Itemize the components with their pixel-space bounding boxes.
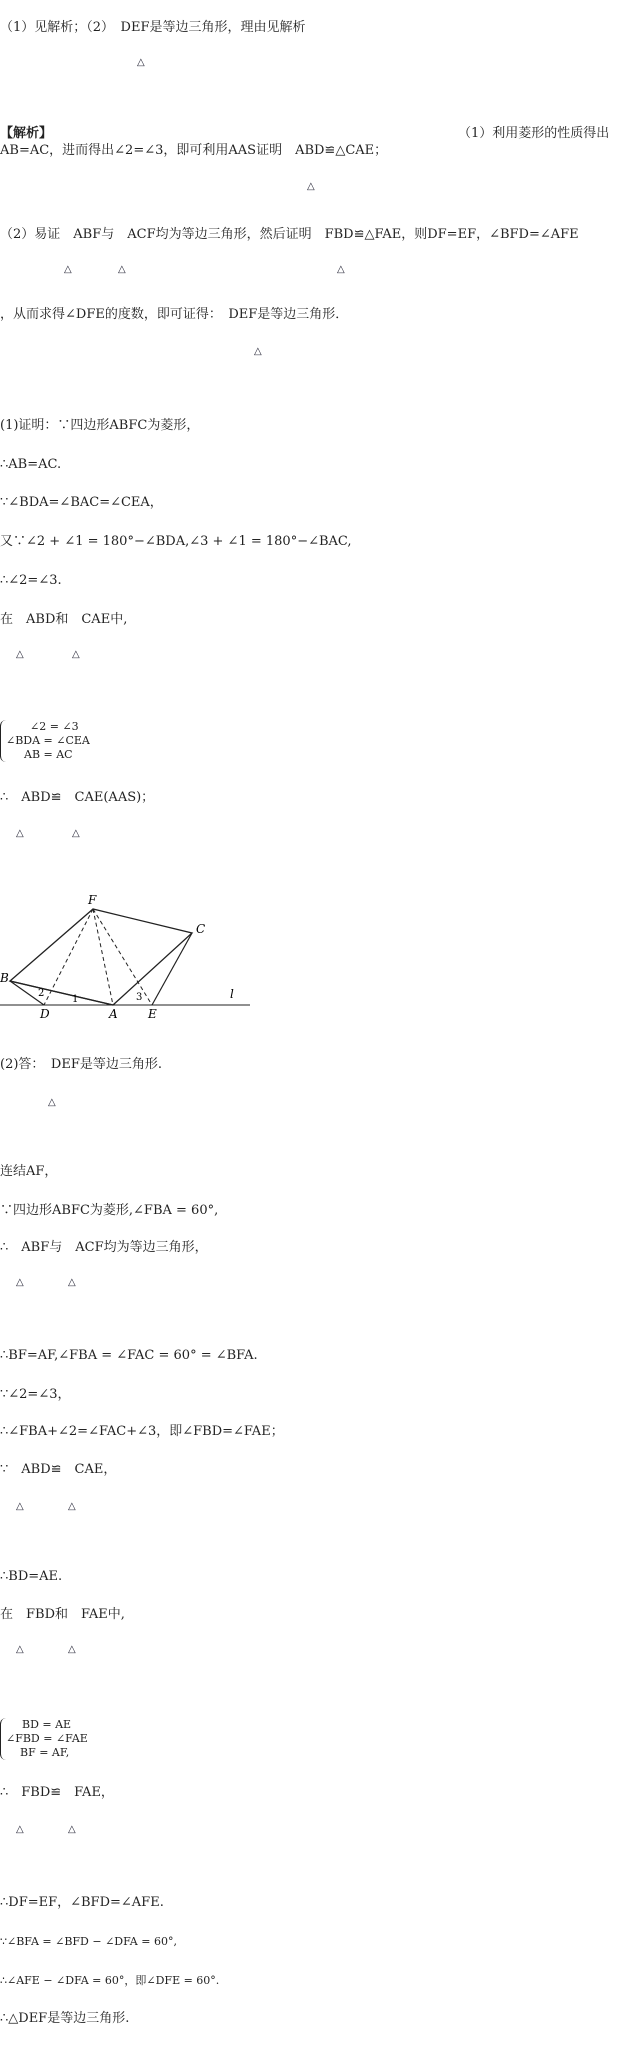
proof2-line-5: ∵∠2=∠3， [0, 1387, 71, 1402]
system-line: ∠BDA = ∠CEA [6, 734, 90, 747]
triangle-symbol: △ [16, 1644, 24, 1655]
proof2-line-3: ∴ ABF与 ACF均为等边三角形， [0, 1240, 208, 1255]
triangle-symbol: △ [16, 1501, 24, 1512]
analysis-line-1: AB=AC，进而得出∠2=∠3，即可利用AAS证明 ABD≌△CAE； [0, 143, 388, 158]
label-D: D [40, 1007, 50, 1020]
system-line: BF = AF, [20, 1746, 70, 1759]
label-F: F [88, 893, 97, 907]
proof2-line-12: ∵∠BFA = ∠BFD − ∠DFA = 60°, [0, 1935, 177, 1948]
label-A: A [109, 1007, 118, 1020]
proof2-line-8: ∴BD=AE. [0, 1569, 63, 1584]
proof2-line-1: 连结AF， [0, 1164, 58, 1179]
angle-label-3: 3 [136, 992, 143, 1003]
proof-line-1: (1)证明：∵四边形ABFC为菱形， [0, 418, 200, 433]
label-E: E [148, 1007, 157, 1020]
triangle-symbol: △ [118, 264, 126, 275]
answer-line: （1）见解析；（2） DEF是等边三角形，理由见解析 [0, 20, 306, 35]
system-line: ∠2 = ∠3 [30, 720, 79, 733]
segment-BA [10, 981, 113, 1005]
triangle-symbol: △ [307, 181, 315, 192]
proof-line-3: ∵∠BDA=∠BAC=∠CEA， [0, 495, 163, 510]
triangle-symbol: △ [254, 346, 262, 357]
triangle-symbol: △ [137, 57, 145, 68]
triangle-symbol: △ [337, 264, 345, 275]
triangle-symbol: △ [68, 1644, 76, 1655]
system-line: ∠FBD = ∠FAE [6, 1732, 88, 1745]
system-line: BD = AE [22, 1718, 72, 1731]
proof2-line-11: ∴DF=EF，∠BFD=∠AFE. [0, 1895, 164, 1910]
proof2-line-4: ∴BF=AF,∠FBA = ∠FAC = 60° = ∠BFA. [0, 1348, 258, 1363]
geometry-figure [0, 890, 260, 1020]
proof2-line-6: ∴∠FBA+∠2=∠FAC+∠3，即∠FBD=∠FAE； [0, 1424, 284, 1439]
label-C: C [196, 922, 206, 936]
analysis-intro: （1）利用菱形的性质得出 [458, 126, 610, 141]
triangle-symbol: △ [16, 1824, 24, 1835]
triangle-symbol: △ [68, 1824, 76, 1835]
proof2-line-10: ∴ FBD≌ FAE， [0, 1785, 114, 1800]
triangle-symbol: △ [16, 828, 24, 839]
analysis-line-3: ，从而求得∠DFE的度数，即可证得： DEF是等边三角形． [0, 307, 349, 322]
segment-FA [93, 909, 113, 1005]
angle-label-1: 1 [72, 994, 79, 1005]
proof-conclusion: ∴ ABD≌ CAE(AAS)； [0, 790, 155, 805]
segment-CE [152, 933, 192, 1005]
proof2-line-9: 在 FBD和 FAE中, [0, 1607, 125, 1622]
triangle-symbol: △ [68, 1501, 76, 1512]
analysis-heading: 【解析】 [0, 126, 53, 141]
triangle-symbol: △ [48, 1097, 56, 1108]
system-line: AB = AC [24, 748, 73, 761]
label-l: l [230, 987, 234, 1001]
triangle-symbol: △ [64, 264, 72, 275]
segment-FD [44, 909, 93, 1005]
triangle-symbol: △ [72, 828, 80, 839]
analysis-line-2: （2）易证 ABF与 ACF均为等边三角形，然后证明 FBD≌△FAE，则DF=EF，∠BFD=∠AFE [0, 227, 579, 242]
proof-line-6: 在 ABD和 CAE中, [0, 612, 128, 627]
proof2-line-2: ∵四边形ABFC为菱形,∠FBA = 60°, [0, 1203, 219, 1218]
triangle-symbol: △ [68, 1277, 76, 1288]
proof2-conclusion: ∴△DEF是等边三角形. [0, 2011, 130, 2026]
triangle-symbol: △ [16, 649, 24, 660]
triangle-symbol: △ [16, 1277, 24, 1288]
proof-line-4: 又∵∠2 + ∠1 = 180°−∠BDA,∠3 + ∠1 = 180°−∠BAC, [0, 534, 352, 549]
angle-label-2: 2 [38, 988, 45, 999]
segment-FE [93, 909, 152, 1005]
proof2-line-7: ∵ ABD≌ CAE， [0, 1462, 117, 1477]
triangle-symbol: △ [72, 649, 80, 660]
proof2-line-13: ∴∠AFE − ∠DFA = 60°，即∠DFE = 60°. [0, 1974, 220, 1987]
proof-line-2: ∴AB=AC. [0, 457, 62, 472]
label-B: B [0, 971, 9, 985]
proof-line-5: ∴∠2=∠3. [0, 573, 62, 588]
part2-answer: (2)答： DEF是等边三角形. [0, 1057, 162, 1072]
